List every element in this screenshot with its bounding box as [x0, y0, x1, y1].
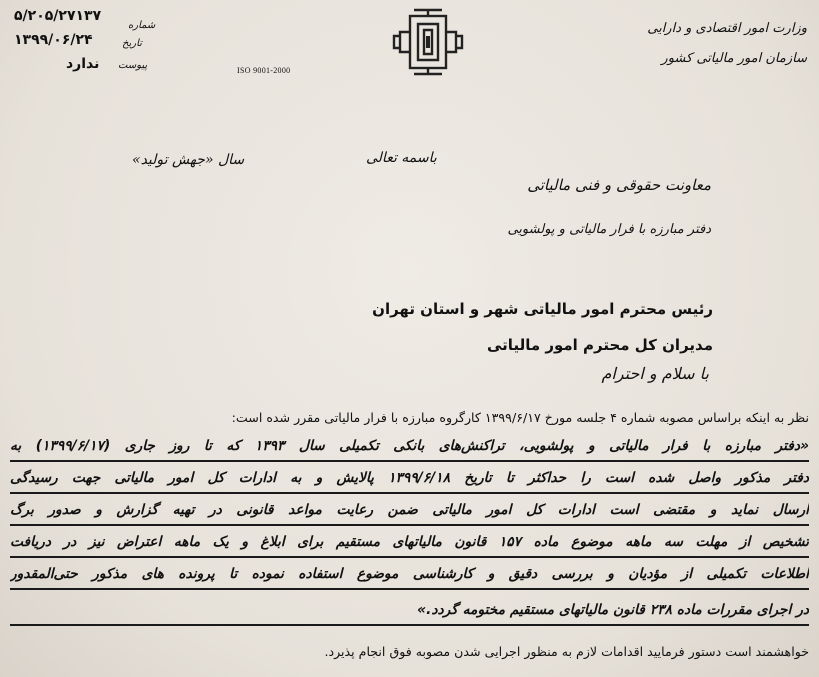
salutation: با سلام و احترام [601, 364, 709, 383]
sender-deputy: معاونت حقوقی و فنی مالیاتی [527, 176, 711, 194]
iso-certification: ISO 9001-2000 [237, 66, 291, 75]
organization-name: سازمان امور مالیاتی کشور [661, 51, 807, 66]
letter-date-label: تاریخ [122, 38, 142, 49]
resolution-line: ارسال نماید و مقتضی است ادارات کل امور مالیاتی ضمن رعایت مواعد قانونی در تهیه گزارش و صدور برگ [10, 498, 809, 526]
attachment-label: پیوست [118, 60, 148, 71]
bismillah: باسمه تعالی [366, 150, 437, 166]
addressee-1: رئیس محترم امور مالیاتی شهر و استان تهران [372, 300, 713, 318]
resolution-line: دفتر مذکور واصل شده است را حداکثر تا تاریخ ۱۳۹۹/۶/۱۸ پالایش و به ادارات کل امور مالیاتی جهت رسیدگی [10, 466, 809, 494]
body-intro: نظر به اینکه براساس مصوبه شماره ۴ جلسه مورخ ۱۳۹۹/۶/۱۷ کارگروه مبارزه با فرار مالیاتی مقرر شده است: [231, 410, 809, 425]
resolution-line: در اجرای مقررات ماده ۲۳۸ قانون مالیاتهای مستقیم مختومه گردد.» [10, 598, 809, 626]
resolution-line: اطلاعات تکمیلی از مؤدیان و بررسی دقیق و کارشناسی موضوع استفاده نموده تا پرونده های مذکور حتی‌المقدور [10, 562, 809, 590]
resolution-line: «دفتر مبارزه با فرار مالیاتی و پولشویی، تراکنش‌های بانکی تکمیلی سال ۱۳۹۳ که تا روز جاری (۱۳۹۹/۶/۱۷) به [10, 434, 809, 462]
ministry-name: وزارت امور اقتصادی و دارایی [647, 21, 807, 36]
closing-request: خواهشمند است دستور فرمایید اقدامات لازم به منظور اجرایی شدن مصوبه فوق انجام پذیرد. [324, 644, 809, 659]
ministry-emblem-icon [388, 6, 468, 78]
letter-number-label: شماره [128, 20, 156, 31]
sender-office: دفتر مبارزه با فرار مالیاتی و پولشویی [507, 222, 711, 237]
ministry-header [647, 14, 807, 74]
year-slogan: سال «جهش تولید» [132, 152, 245, 168]
letter-date-value: ۱۳۹۹/۰۶/۲۴ [14, 32, 93, 48]
addressee-2: مدیران کل محترم امور مالیاتی [487, 336, 713, 354]
attachment-value: ندارد [66, 56, 100, 72]
letter-number-value: ۵/۲۰۵/۲۷۱۳۷ [14, 8, 102, 24]
resolution-line: تشخیص از مهلت سه ماهه موضوع ماده ۱۵۷ قانون مالیاتهای مستقیم برای ابلاغ و یک ماهه اعتراض نیز در دریافت [10, 530, 809, 558]
